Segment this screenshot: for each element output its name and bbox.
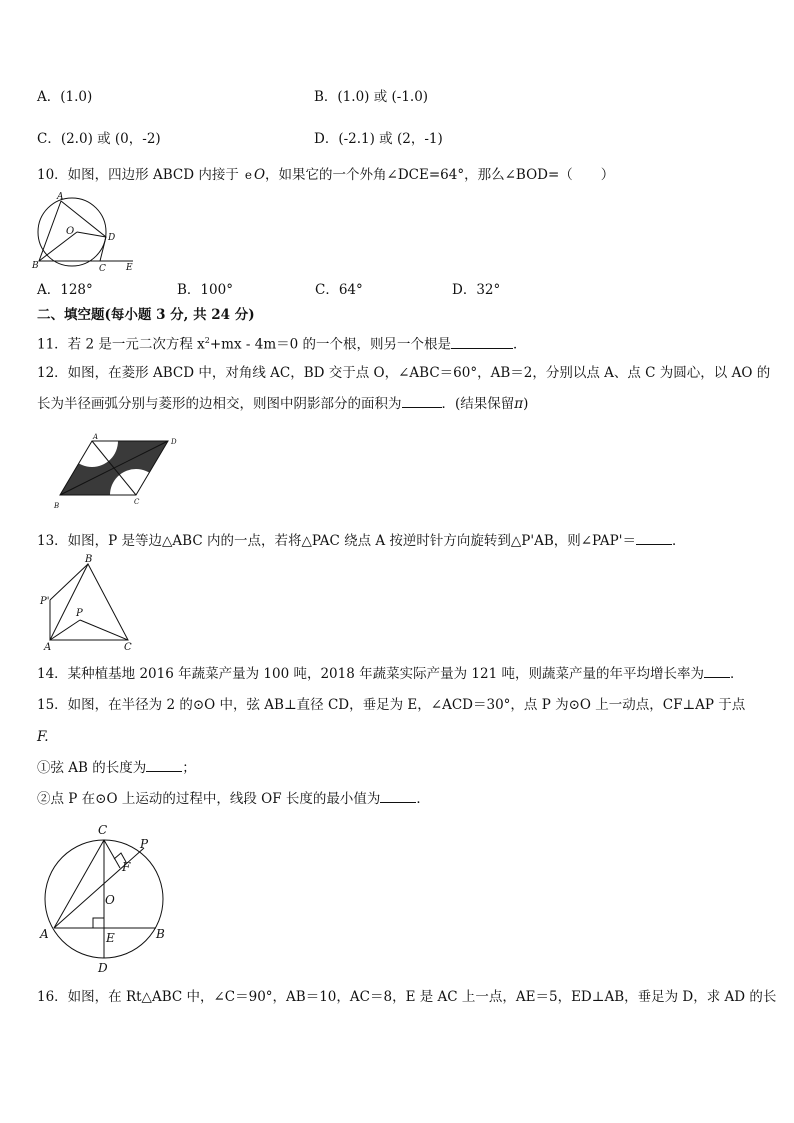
q10-option-b: B．100° [177,282,233,298]
q14-answer-blank [704,665,730,678]
q12-answer-blank [402,395,442,408]
q14-end: ． [729,666,744,682]
q15-sub2 [37,790,430,808]
q10-stem [37,166,614,184]
q13-end: ． [671,533,686,549]
q12-label-B: B [54,502,60,510]
q13-label-P-prime: P' [40,596,50,607]
q15-line2: F. [37,729,49,745]
q11-text2: +mx - 4m＝0 的一个根，则另一个根是 [209,336,452,353]
q9-option-b: B．(1.0) 或 (-1.0) [314,89,429,105]
q16-stem: 16．如图，在 Rt△ABC 中，∠C＝90°，AB＝10，AC＝8，E 是 AC 上一点，AE＝5，ED⊥AB，垂足为 D，求 AD 的长 [37,989,777,1005]
q15-sub2-blank [380,790,416,803]
q15-sub2-text: ②点 P 在⊙O 上运动的过程中，线段 OF 长度的最小值为 [37,791,381,807]
q10-label-C: C [99,264,106,274]
q15-label-O: O [105,893,115,907]
q15-sub1-end: ； [182,760,196,776]
q14-stem [37,665,743,683]
q15-sub1 [37,759,196,777]
q10-circle-letter: O [253,167,266,183]
q10-option-a: A．128° [37,282,93,298]
q11-stem [37,332,527,354]
q12-line2-after: ．(结果保留 [441,396,515,412]
q15-label-P: P [140,837,149,851]
q9-option-a: A．(1.0) [37,89,93,105]
q13-answer-blank [636,532,672,545]
q12-line2-before: 长为半径画弧分别与菱形的边相交，则图中阴影部分的面积为 [37,396,402,412]
q10-close-paren: ） [600,167,615,183]
section2-heading: 二、填空题(每小题 3 分, 共 24 分) [37,307,255,323]
q10-option-c: C．64° [315,282,363,298]
q12-pi: π [514,396,524,412]
q10-option-d: D．32° [452,282,501,298]
q13-label-C: C [124,642,132,653]
q9-option-d: D．(-2.1) 或 (2，-1) [314,131,443,147]
q15-sub2-end: ． [416,791,430,807]
q13-label-A: A [44,642,52,653]
q13-label-P: P [76,608,83,619]
q13-label-B: B [85,554,93,565]
q15-figure [36,822,176,977]
q10-label-B: B [32,261,39,271]
q15-label-A: A [40,927,49,941]
q11-end: ． [513,336,527,353]
q14-text: 14．某种植基地 2016 年蔬菜产量为 100 吨，2018 年蔬菜实际产量为 121 吨，则蔬菜产量的年平均增长率为 [37,666,704,682]
q13-stem [37,532,685,550]
q11-answer-blank [451,336,513,349]
q13-figure [36,556,141,652]
q15-label-B: B [156,927,165,941]
q12-close: ) [523,396,529,412]
q10-label-A: A [57,192,64,202]
q12-line2 [37,395,528,413]
q15-label-F: F [122,860,131,874]
q13-text: 13．如图，P 是等边△ABC 内的一点，若将△PAC 绕点 A 按逆时针方向旋转到△P'AB，则∠PAP'＝ [37,533,636,549]
q10-label-O: O [66,226,75,237]
q11-superscript: 2 [204,336,210,345]
q10-text-after: ，如果它的一个外角∠DCE=64°，那么∠BOD=（ [265,167,573,183]
q12-figure [52,433,187,511]
q12-label-D: D [171,438,177,446]
q10-circle-symbol: e [244,168,252,182]
q9-option-c: C．(2.0) 或 (0，-2) [37,131,161,147]
q10-figure [30,192,140,274]
q15-label-E: E [106,931,115,945]
q15-label-D: D [98,961,108,975]
q10-label-E: E [126,263,133,273]
q15-line1: 15．如图，在半径为 2 的⊙O 中，弦 AB⊥直径 CD，垂足为 E，∠ACD＝30°，点 P 为⊙O 上一动点，CF⊥AP 于点 [37,697,746,713]
q11-text: 11．若 2 是一元二次方程 x [37,336,205,353]
q15-sub1-blank [146,759,182,772]
q12-label-C: C [134,498,140,506]
q12-line1: 12．如图，在菱形 ABCD 中，对角线 AC，BD 交于点 O，∠ABC＝60°，AB＝2，分别以点 A、点 C 为圆心，以 AO 的 [37,365,771,381]
q12-label-A: A [93,433,99,441]
q10-label-D: D [108,233,116,243]
q10-text-before: 10．如图，四边形 ABCD 内接于 [37,167,239,183]
q15-label-C: C [98,823,108,837]
q15-sub1-text: ①弦 AB 的长度为 [37,760,147,776]
